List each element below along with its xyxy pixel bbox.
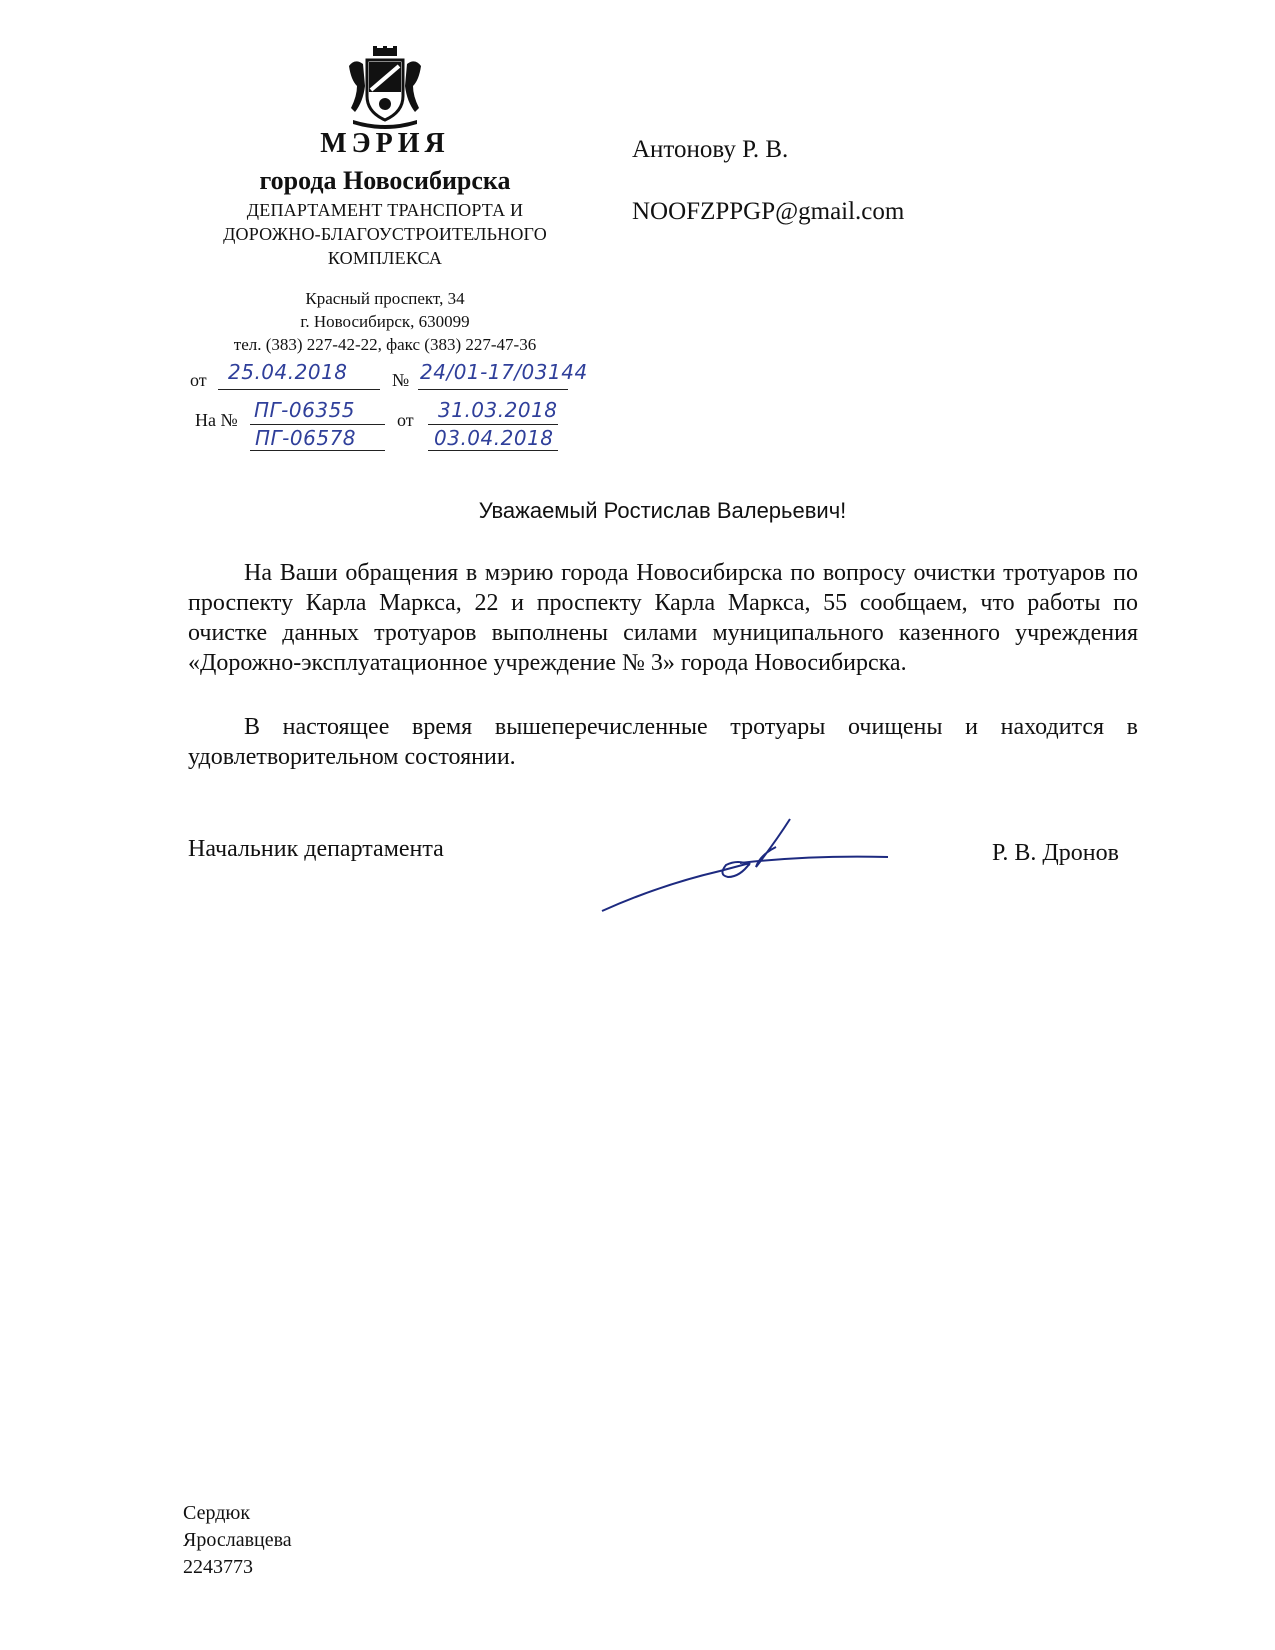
signatory-title: Начальник департамента — [188, 836, 444, 862]
outgoing-date: 25.04.2018 — [228, 360, 348, 384]
reference-number-underline — [250, 450, 385, 451]
department-address — [180, 287, 590, 356]
outgoing-date-underline — [218, 389, 380, 390]
reference-number: ПГ-06578 — [255, 426, 357, 450]
executor-name: Сердюк — [183, 1502, 251, 1524]
executors-block — [183, 1500, 292, 1581]
org-name: МЭРИЯ — [320, 128, 450, 159]
outgoing-number: 24/01-17/03144 — [420, 360, 588, 384]
address-line: г. Новосибирск, 630099 — [300, 312, 470, 331]
reference-number-underline — [250, 424, 385, 425]
reference-date: 03.04.2018 — [434, 426, 554, 450]
reference-label: На № — [195, 410, 238, 430]
department-line: ДЕПАРТАМЕНТ ТРАНСПОРТА И — [246, 200, 524, 220]
handwritten-signature-icon — [600, 815, 890, 915]
addressee-name: Антонову Р. В. — [632, 136, 789, 163]
signatory-name: Р. В. Дронов — [992, 840, 1119, 866]
number-label: № — [392, 370, 410, 390]
reference-date: 31.03.2018 — [438, 398, 558, 422]
executor-name: Ярославцева — [183, 1529, 292, 1551]
reference-from-label: от — [397, 410, 414, 430]
salutation: Уважаемый Ростислав Валерьевич! — [478, 498, 847, 523]
department-line: ДОРОЖНО-БЛАГОУСТРОИТЕЛЬНОГО — [223, 224, 547, 244]
reference-number: ПГ-06355 — [254, 398, 356, 422]
reference-date-underline — [428, 424, 558, 425]
department-name — [180, 198, 590, 270]
letter-paragraph: В настоящее время вышеперечисленные тротуары очищены и находится в удовлетворительном состоянии. — [188, 714, 1138, 770]
address-line: Красный проспект, 34 — [305, 289, 465, 308]
letter-paragraph: На Ваши обращения в мэрию города Новосибирска по вопросу очистки тротуаров по проспекту Карла Маркса, 22 и проспекту Карла Маркса, 55 сообщаем, что работы по очистке данных тротуаров выполнены силами муниципального казенного учреждения «Дорожно-эксплуатационное учреждение № 3» города Новосибирска. — [188, 560, 1138, 676]
novosibirsk-coat-of-arms-icon — [345, 46, 425, 130]
outgoing-number-underline — [418, 389, 568, 390]
org-city: города Новосибирска — [259, 166, 511, 195]
address-line: тел. (383) 227-42-22, факс (383) 227-47-36 — [233, 335, 537, 354]
reference-date-underline — [428, 450, 558, 451]
from-label: от — [190, 370, 207, 390]
addressee-email: NOOFZPPGP@gmail.com — [632, 198, 905, 225]
department-line: КОМПЛЕКСА — [327, 248, 443, 268]
executor-phone: 2243773 — [183, 1556, 253, 1578]
